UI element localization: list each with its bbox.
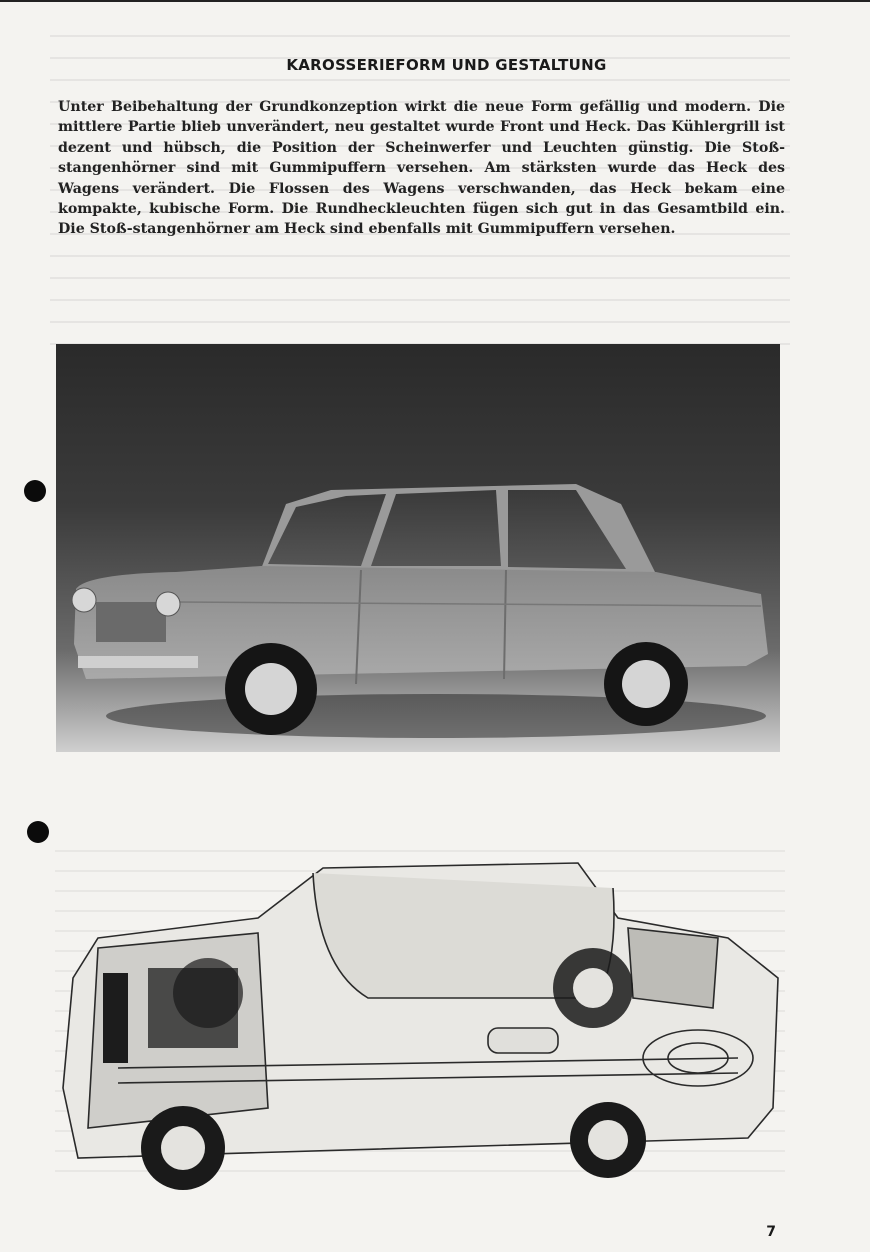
- page-number: 7: [766, 1224, 776, 1240]
- body-paragraph: Unter Beibehaltung der Grundkonzeption wirkt die neue Form gefällig und modern. Die mittlere Partie blieb unverändert, neu gestaltet wurde Front und Heck. Das Kühlergrill ist dezent und hübsch, die Position der Scheinwerfer und Leuchten günstig. Die Stoß-stangenhörner sind mit Gummipuffern versehen. Am stärksten wurde das Heck des Wagens verändert. Die Flossen des Wagens verschwanden, das Heck bekam eine kompakte, kubische Form. Die Rundheckleuchten fügen sich gut in das Gesamtbild ein. Die Stoß-stangenhörner am Heck sind ebenfalls mit Gummipuffern versehen.: [58, 99, 785, 238]
- punch-hole-top: [24, 480, 46, 502]
- cutaway-drawing: [58, 858, 782, 1193]
- page-title: KAROSSERIEFORM UND GESTALTUNG: [286, 56, 607, 74]
- punch-hole-bottom: [27, 821, 49, 843]
- car-photo: [56, 344, 780, 752]
- page-top-edge: [0, 0, 870, 2]
- chassis-cutaway-illustration: [58, 858, 782, 1193]
- sedan-illustration: [56, 344, 780, 752]
